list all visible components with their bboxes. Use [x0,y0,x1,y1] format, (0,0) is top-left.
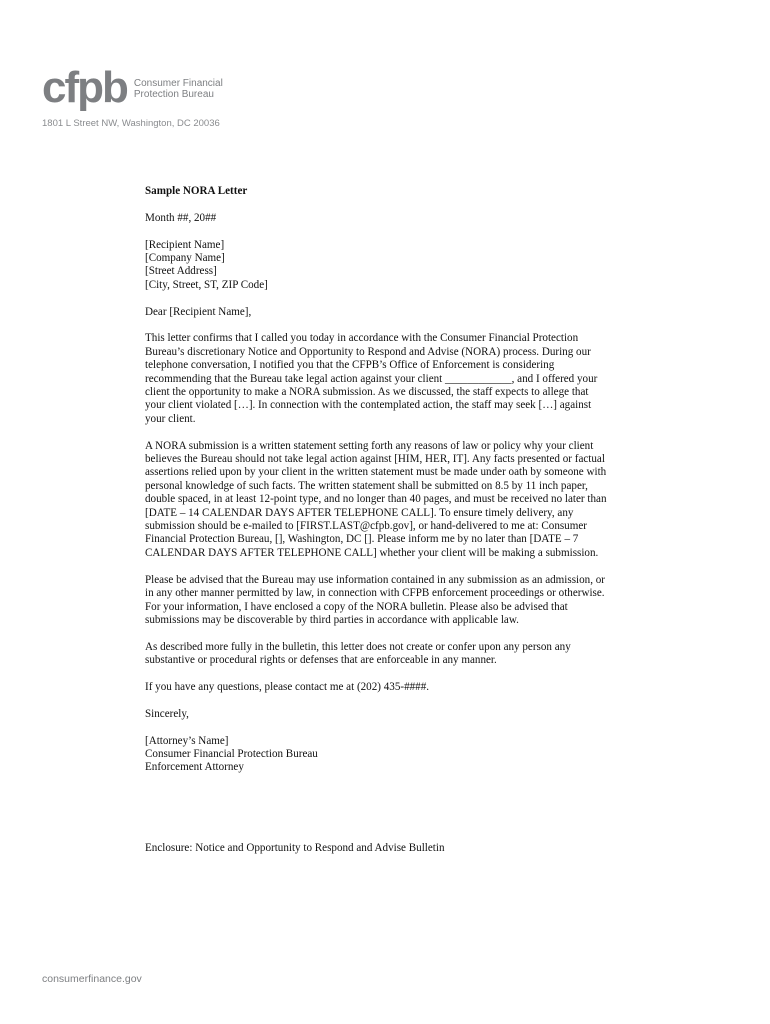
recipient-line: [Company Name] [145,252,225,264]
logo-line-1: Consumer Financial [133,78,223,89]
signature-block [145,735,621,775]
text-line: in any other manner permitted by law, in connection with CFPB enforcement proceedings or otherwise. [145,587,605,600]
text-line: personal knowledge of such facts. The written statement shall be submitted on 8.5 by 11 inch paper, [145,479,588,492]
salutation: Dear [Recipient Name], [145,305,252,318]
text-line: client the opportunity to make a NORA submission. As we discussed, the staff expects to allege that [145,386,589,399]
paragraph-1 [145,332,621,426]
paragraph-2 [145,440,621,561]
text-line: recommending that the Bureau take legal action against your client ____________, and I offered your [145,372,598,385]
text-line: This letter confirms that I called you today in accordance with the Consumer Financial Protection [145,332,579,345]
logo-mark: cfpb [42,63,127,112]
recipient-line: [Recipient Name] [145,238,225,251]
recipient-line: [Street Address] [145,265,217,278]
text-line: believes the Bureau should not take legal action against [HIM, HER, IT]. Any facts presented or factual [145,453,605,466]
cfpb-logo [42,63,223,112]
logo-text [134,78,223,100]
letter-title: Sample NORA Letter [145,185,248,197]
closing: Sincerely, [145,707,189,720]
text-line: Financial Protection Bureau, [], Washington, DC []. Please inform me by no later than [DATE – 7 [145,533,579,546]
letter-body [145,185,621,855]
text-line: A NORA submission is a written statement setting forth any reasons of law or policy why your client [145,439,594,452]
text-line: Bureau’s discretionary Notice and Opportunity to Respond and Advise (NORA) process. During our [145,345,591,358]
text-line: CALENDAR DAYS AFTER TELEPHONE CALL] whether your client will be making a submission. [145,546,599,559]
header-address: 1801 L Street NW, Washington, DC 20036 [42,118,220,129]
text-line: your client violated […]. In connection with the contemplated action, the staff may seek […] against [145,399,592,412]
text-line: [DATE – 14 CALENDAR DAYS AFTER TELEPHONE CALL]. To ensure timely delivery, any [145,506,574,519]
text-line: For your information, I have enclosed a copy of the NORA bulletin. Please also be advised that [145,600,568,613]
paragraph-3 [145,574,621,628]
text-line: telephone conversation, I notified you that the CFPB’s Office of Enforcement is considering [145,359,555,372]
letter-date: Month ##, 20## [145,211,217,224]
paragraph-5 [145,681,621,694]
text-line: substantive or procedural rights or defenses that are enforceable in any manner. [145,654,497,667]
logo-line-2: Protection Bureau [133,89,214,100]
signature-line: Consumer Financial Protection Bureau [145,747,318,760]
text-line: submissions may be discoverable by third parties in accordance with applicable law. [145,613,519,626]
signature-line: Enforcement Attorney [145,761,244,774]
signature-line: [Attorney’s Name] [145,734,229,747]
enclosure: Enclosure: Notice and Opportunity to Respond and Advise Bulletin [145,841,445,854]
text-line: double spaced, in at least 12-point type, and no longer than 40 pages, and must be received no later than [145,493,607,506]
text-line: Please be advised that the Bureau may use information contained in any submission as an admission, or [145,573,605,586]
text-line: your client. [145,412,196,425]
text-line: assertions relied upon by your client in the written statement must be made under oath by someone with [145,466,607,479]
paragraph-4 [145,641,621,668]
text-line: As described more fully in the bulletin, this letter does not create or confer upon any person any [145,640,571,653]
recipient-block [145,239,621,293]
text-line: If you have any questions, please contact me at (202) 435-####. [145,680,430,693]
text-line: submission should be e-mailed to [FIRST.LAST@cfpb.gov], or hand-delivered to me at: Consumer [145,520,587,533]
footer-website: consumerfinance.gov [42,973,142,985]
recipient-line: [City, Street, ST, ZIP Code] [145,278,268,291]
